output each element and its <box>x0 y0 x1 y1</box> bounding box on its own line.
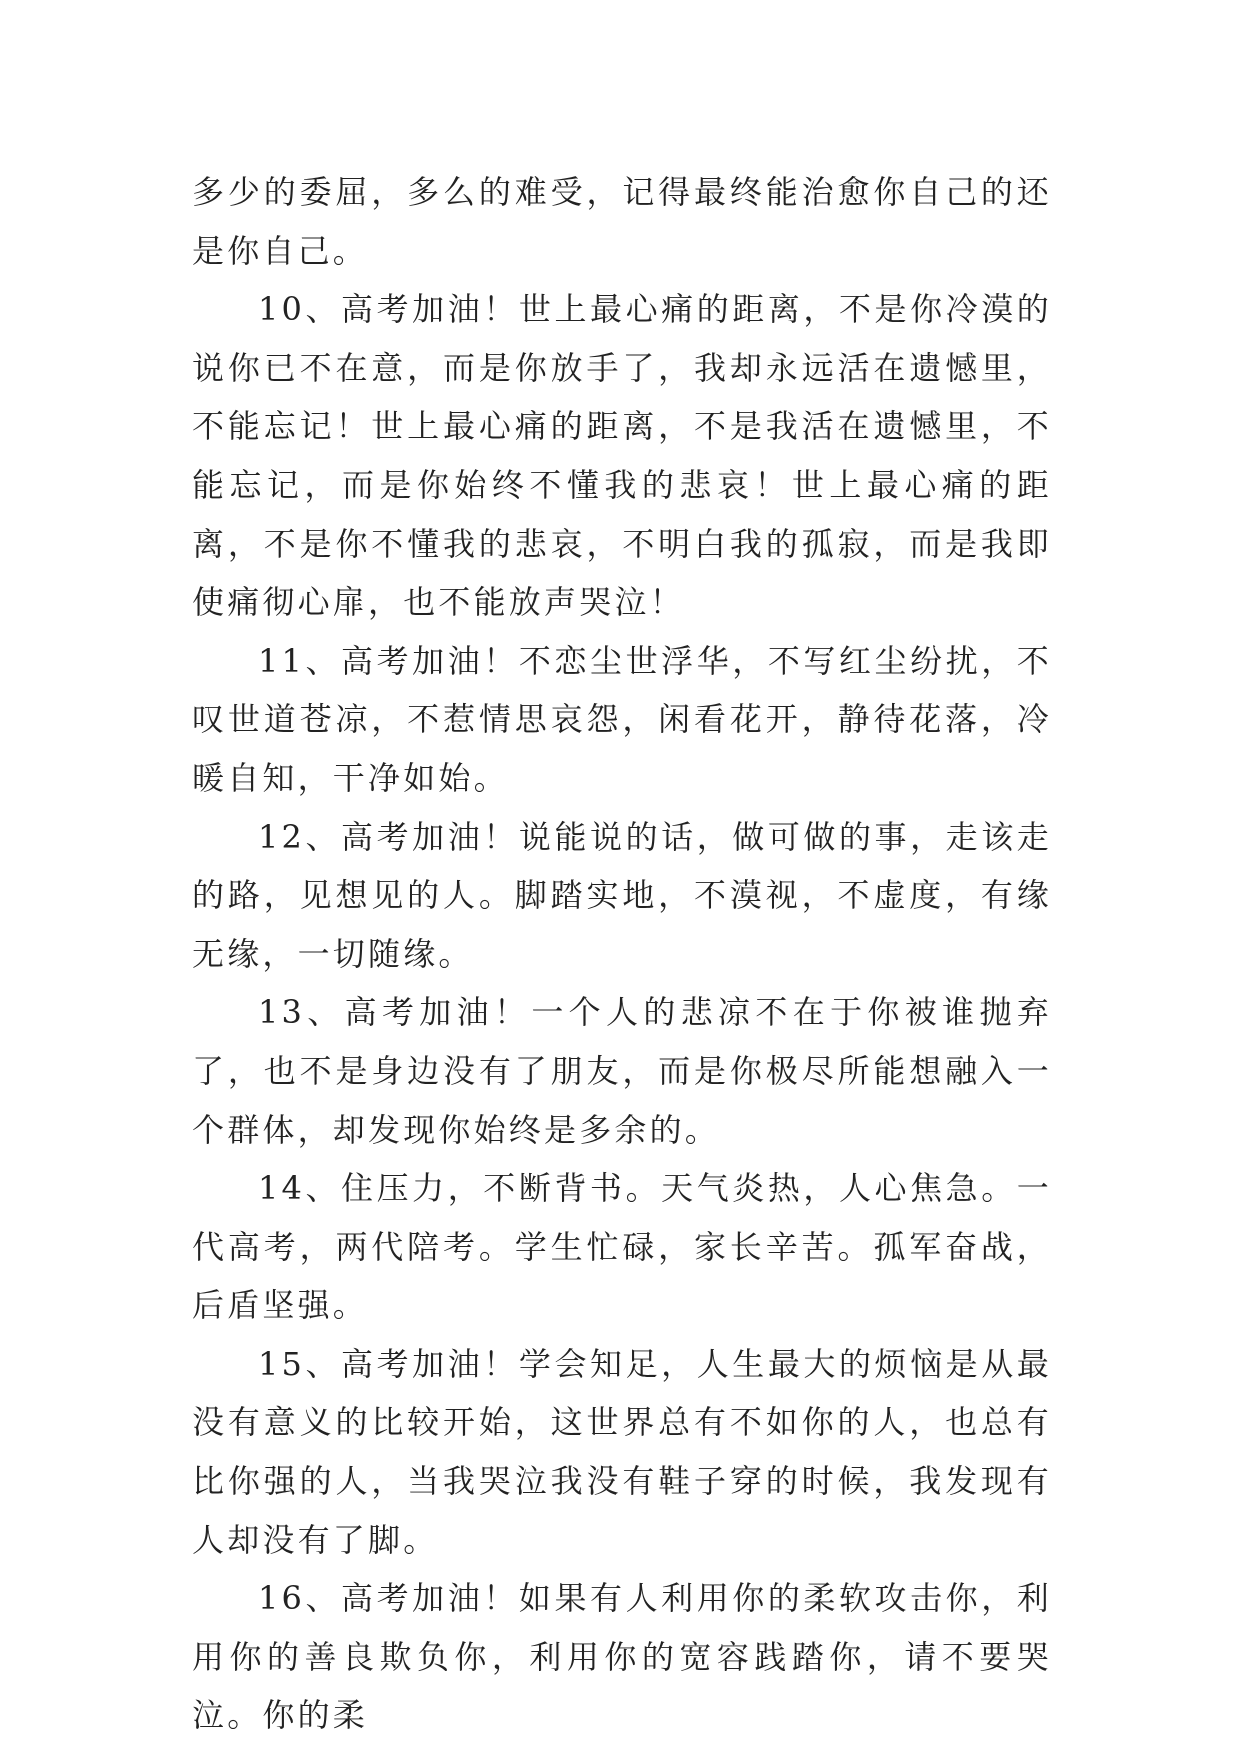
paragraph-item-12: 12、高考加油！说能说的话，做可做的事，走该走的路，见想见的人。脚踏实地，不漠视，不虚度，有缘无缘，一切随缘。 <box>192 817 1052 973</box>
paragraph-item-11: 11、高考加油！不恋尘世浮华，不写红尘纷扰，不叹世道苍凉，不惹情思哀怨，闲看花开，静待花落，冷暖自知，干净如始。 <box>192 641 1052 797</box>
paragraph-item-10: 10、高考加油！世上最心痛的距离，不是你冷漠的说你已不在意，而是你放手了，我却永远活在遗憾里，不能忘记！世上最心痛的距离，不是我活在遗憾里，不能忘记，而是你始终不懂我的悲哀！世上最心痛的距离，不是你不懂我的悲哀，不明白我的孤寂，而是我即使痛彻心扉，也不能放声哭泣！ <box>192 290 1052 622</box>
paragraph-item-13: 13、高考加油！一个人的悲凉不在于你被谁抛弃了，也不是身边没有了朋友，而是你极尽所能想融入一个群体，却发现你始终是多余的。 <box>192 993 1052 1149</box>
body-text <box>192 163 1052 1745</box>
paragraph-continuation: 多少的委屈，多么的难受，记得最终能治愈你自己的还是你自己。 <box>192 173 1052 270</box>
paragraph-item-16: 16、高考加油！如果有人利用你的柔软攻击你，利用你的善良欺负你，利用你的宽容践踏你，请不要哭泣。你的柔 <box>192 1579 1052 1735</box>
paragraph-item-15: 15、高考加油！学会知足，人生最大的烦恼是从最没有意义的比较开始，这世界总有不如你的人，也总有比你强的人，当我哭泣我没有鞋子穿的时候，我发现有人却没有了脚。 <box>192 1344 1052 1559</box>
paragraph-item-14: 14、住压力，不断背书。天气炎热，人心焦急。一代高考，两代陪考。学生忙碌，家长辛苦。孤军奋战，后盾坚强。 <box>192 1169 1052 1325</box>
